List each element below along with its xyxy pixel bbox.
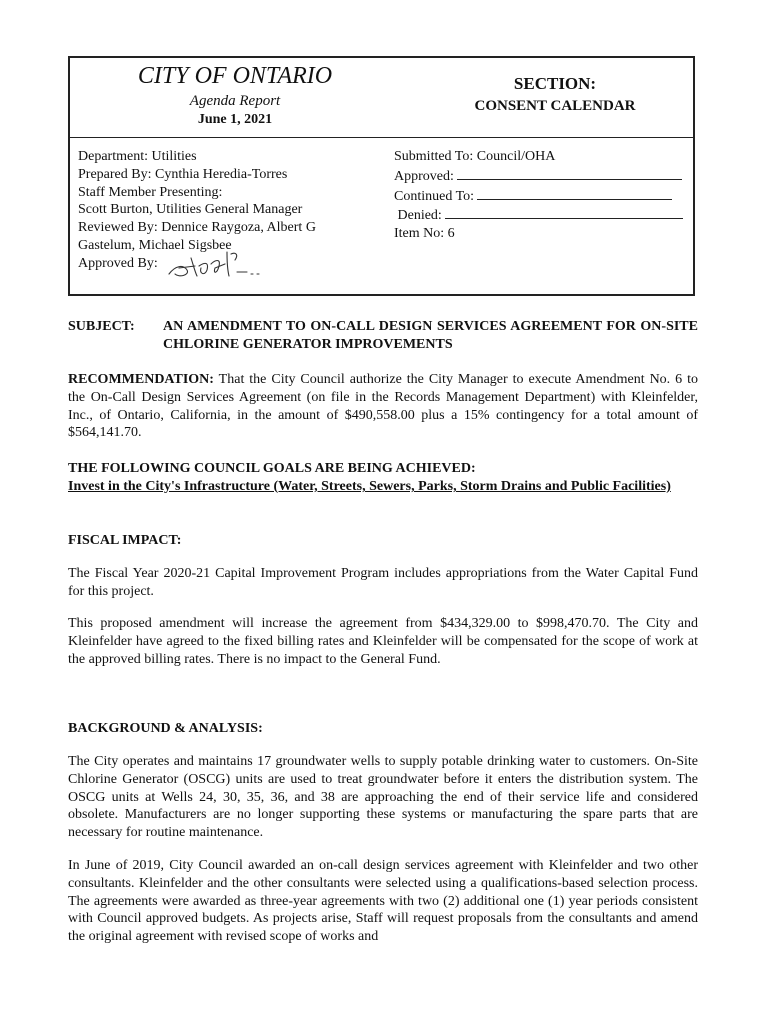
header-top-band <box>70 58 693 138</box>
subject-label: SUBJECT: <box>68 319 135 334</box>
submission-info <box>394 148 694 243</box>
report-date: June 1, 2021 <box>197 112 273 127</box>
city-title: CITY OF ONTARIO <box>137 63 333 89</box>
continued-to-line <box>394 186 694 206</box>
background-paragraph-1: The City operates and maintains 17 groundwater wells to supply potable drinking water to customers. On-Site Chlorine Generator (OSCG) units are used to treat groundwater before it enters the distribution system. The OSCG units at Wells 24, 30, 35, 36, and 38 are approaching the end of their service life and considered obsolete. Manufacturers are no longer supporting these systems or manufacturing the spare parts that are necessary for routine maintenance. <box>68 754 698 841</box>
denied-line <box>394 205 694 225</box>
subject-text: AN AMENDMENT TO ON-CALL DESIGN SERVICES AGREEMENT FOR ON-SITE CHLORINE GENERATOR IMPROVEMENTS <box>163 319 698 352</box>
background-heading: BACKGROUND & ANALYSIS: <box>68 721 263 736</box>
continued-to-label: Continued To: <box>394 188 475 204</box>
background-paragraph-2: In June of 2019, City Council awarded an on-call design services agreement with Kleinfelder and two other consultants. Kleinfelder and the other consultants were selected using a qualifications-based selection process. The agreements were awarded as three-year agreements with two (2) additional one (1) year periods consistent with Council approved budgets. As projects arise, Staff will request proposals from the consultants and amend the original agreement with revised scope of works and <box>68 858 698 945</box>
denied-label: Denied: <box>397 208 442 224</box>
fiscal-impact-paragraph-1: The Fiscal Year 2020-21 Capital Improvement Program includes appropriations from the Water Capital Fund for this project. <box>68 566 698 599</box>
fiscal-impact-heading: FISCAL IMPACT: <box>68 533 182 548</box>
council-goals-heading: THE FOLLOWING COUNCIL GOALS ARE BEING ACHIEVED: <box>68 461 476 476</box>
section-label: SECTION: <box>513 74 597 93</box>
recommendation-paragraph <box>68 371 698 442</box>
fiscal-impact-paragraph-2: This proposed amendment will increase the agreement from $434,329.00 to $998,470.70. The City and Kleinfelder have agreed to the fixed billing rates and Kleinfelder will be compensated for the scope of work at the approved billing rates. There is no impact to the General Fund. <box>68 616 698 667</box>
section-value: CONSENT CALENDAR <box>474 98 636 114</box>
approved-by-line: Approved By: <box>78 255 158 271</box>
recommendation-label: RECOMMENDATION: <box>68 372 214 387</box>
continued-to-blank <box>477 186 672 200</box>
agenda-header-box <box>68 56 695 296</box>
approval-signature <box>165 244 265 284</box>
staff-presenting-line: Staff Member Presenting: <box>78 184 223 200</box>
approved-blank <box>457 166 682 180</box>
recommendation-text: That the City Council authorize the City Manager to execute Amendment No. 6 to the On-Call Design Services Agreement (on file in the Records Management Department) with Kleinfelder, Inc., of Ontario, California, in the amount of $490,558.00 plus a 15% contingency for a total amount of $564,141.70. <box>68 372 698 441</box>
reviewed-by-line: Reviewed By: Dennice Raygoza, Albert G <box>78 220 316 236</box>
denied-blank <box>445 205 683 219</box>
approved-label: Approved: <box>394 168 454 184</box>
prepared-by-line: Prepared By: Cynthia Heredia-Torres <box>78 166 288 182</box>
approved-line <box>394 166 694 186</box>
council-goal-item: Invest in the City's Infrastructure (Water, Streets, Sewers, Parks, Storm Drains and Public Facilities) <box>68 479 671 494</box>
reviewed-by-continued: Gastelum, Michael Sigsbee <box>78 237 232 253</box>
submitted-to-line: Submitted To: Council/OHA <box>394 149 556 164</box>
item-no-line: Item No: 6 <box>394 226 455 242</box>
department-line: Department: Utilities <box>78 149 197 164</box>
agenda-report-label: Agenda Report <box>189 93 281 109</box>
staff-presenting-name: Scott Burton, Utilities General Manager <box>78 202 303 218</box>
